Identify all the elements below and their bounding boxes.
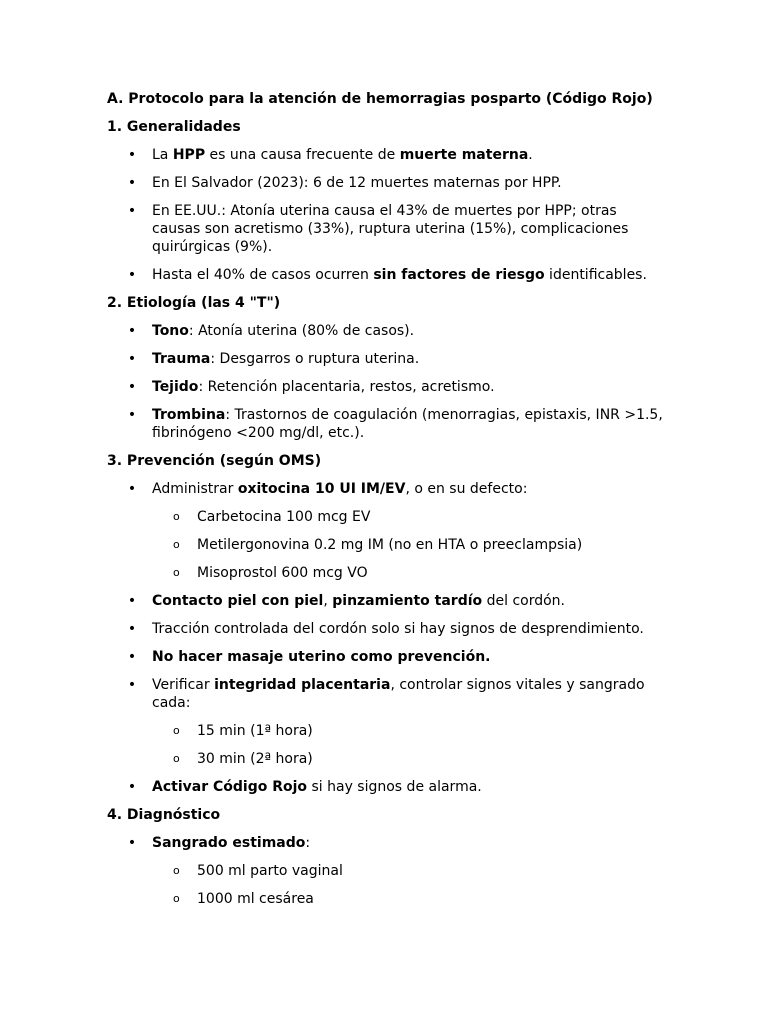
bold-text: Tejido <box>152 379 199 395</box>
circle-bullet-icon: o <box>173 510 180 523</box>
text-run: : Retención placentaria, restos, acretismo. <box>198 379 495 395</box>
circle-bullet-icon: o <box>173 752 180 765</box>
bold-text: Sangrado estimado <box>152 835 306 851</box>
text-run: En EE.UU.: Atonía uterina causa el 43% de muertes por HPP; otras causas son acretismo (33%), ruptura uterina (15%), complicaciones quirúrgicas (9%). <box>152 203 629 255</box>
sub-list-item-text: Misoprostol 600 mcg VO <box>197 565 368 581</box>
list-item <box>107 834 667 908</box>
bullet-icon: • <box>127 621 137 637</box>
text-run: , <box>323 593 333 609</box>
bold-text: HPP <box>172 147 206 163</box>
list-item-text <box>152 351 419 367</box>
circle-bullet-icon: o <box>173 892 180 905</box>
text-run: identificables. <box>544 267 647 283</box>
bold-text: Trombina <box>152 407 226 423</box>
list-item-text <box>152 835 310 851</box>
bullet-icon: • <box>127 677 137 693</box>
list-item <box>107 322 667 340</box>
bullet-icon: • <box>127 649 137 665</box>
bold-text: pinzamiento tardío <box>332 593 483 609</box>
section-heading: 2. Etiología (las 4 "T") <box>107 295 281 311</box>
list-item-text <box>152 147 533 163</box>
text-run: Administrar <box>152 481 238 497</box>
bullet-icon: • <box>127 379 137 395</box>
sub-list-item-text: Metilergonovina 0.2 mg IM (no en HTA o preeclampsia) <box>197 537 583 553</box>
circle-bullet-icon: o <box>173 724 180 737</box>
text-run: del cordón. <box>482 593 565 609</box>
bullet-icon: • <box>127 351 137 367</box>
bullet-icon: • <box>127 779 137 795</box>
list-item-text <box>152 379 495 395</box>
sub-list-item-text: Carbetocina 100 mcg EV <box>197 509 371 525</box>
circle-bullet-icon: o <box>173 864 180 877</box>
sub-list-item-text: 30 min (2ª hora) <box>197 751 313 767</box>
text-run: si hay signos de alarma. <box>307 779 482 795</box>
bold-text: Trauma <box>152 351 211 367</box>
text-run: La <box>152 147 173 163</box>
text-run: . <box>528 147 533 163</box>
sub-list-item <box>107 722 667 740</box>
bold-text: oxitocina 10 UI IM/EV <box>237 481 406 497</box>
bullet-list <box>107 322 667 442</box>
list-item-text <box>152 323 414 339</box>
sections-container <box>107 118 667 908</box>
document-page <box>107 90 667 908</box>
list-item <box>107 676 667 768</box>
bold-text: Activar Código Rojo <box>152 779 308 795</box>
sub-list-item <box>107 508 667 526</box>
text-run: : Desgarros o ruptura uterina. <box>210 351 420 367</box>
sub-bullet-list <box>107 508 667 582</box>
list-item-text <box>152 481 527 497</box>
list-item-text <box>152 267 647 283</box>
bold-text: No hacer masaje uterino como prevención. <box>152 649 491 665</box>
list-item <box>107 146 667 164</box>
list-item-text <box>152 175 562 191</box>
sub-list-item-text: 1000 ml cesárea <box>197 891 314 907</box>
list-item <box>107 174 667 192</box>
bullet-icon: • <box>127 147 137 163</box>
sub-list-item-text: 15 min (1ª hora) <box>197 723 313 739</box>
bullet-icon: • <box>127 323 137 339</box>
text-run: : Atonía uterina (80% de casos). <box>188 323 415 339</box>
section-heading: 3. Prevención (según OMS) <box>107 453 322 469</box>
list-item-text <box>152 203 628 255</box>
text-run: Hasta el 40% de casos ocurren <box>152 267 374 283</box>
bullet-icon: • <box>127 593 137 609</box>
list-item-text <box>152 649 491 665</box>
text-run: Verificar <box>152 677 215 693</box>
list-item <box>107 266 667 284</box>
list-item <box>107 480 667 582</box>
text-run: : <box>305 835 311 851</box>
list-item-text <box>152 621 644 637</box>
list-item-text <box>152 593 565 609</box>
bold-text: sin factores de riesgo <box>373 267 545 283</box>
list-item <box>107 648 667 666</box>
bold-text: Tono <box>152 323 189 339</box>
list-item <box>107 378 667 396</box>
sub-list-item <box>107 890 667 908</box>
bullet-list <box>107 834 667 908</box>
bold-text: Contacto piel con piel <box>152 593 324 609</box>
sub-list-item-text: 500 ml parto vaginal <box>197 863 343 879</box>
bullet-icon: • <box>127 175 137 191</box>
list-item-text <box>152 677 645 711</box>
circle-bullet-icon: o <box>173 566 180 579</box>
sub-list-item <box>107 564 667 582</box>
section-heading: 4. Diagnóstico <box>107 807 221 823</box>
circle-bullet-icon: o <box>173 538 180 551</box>
list-item <box>107 350 667 368</box>
sub-bullet-list <box>107 862 667 908</box>
text-run: En El Salvador (2023): 6 de 12 muertes maternas por HPP. <box>152 175 562 191</box>
bullet-icon: • <box>127 203 137 219</box>
list-item <box>107 202 667 256</box>
list-item <box>107 620 667 638</box>
bullet-icon: • <box>127 481 137 497</box>
text-run: Tracción controlada del cordón solo si hay signos de desprendimiento. <box>152 621 644 637</box>
list-item <box>107 592 667 610</box>
list-item <box>107 778 667 796</box>
text-run: es una causa frecuente de <box>205 147 400 163</box>
bullet-icon: • <box>127 835 137 851</box>
text-run: : Trastornos de coagulación (menorragias, epistaxis, INR >1.5, fibrinógeno <200 mg/dl, etc.). <box>152 407 663 441</box>
list-item-text <box>152 407 663 441</box>
document-title: A. Protocolo para la atención de hemorragias posparto (Código Rojo) <box>107 91 653 107</box>
section-heading: 1. Generalidades <box>107 119 241 135</box>
bullet-icon: • <box>127 407 137 423</box>
sub-list-item <box>107 862 667 880</box>
sub-bullet-list <box>107 722 667 768</box>
bullet-icon: • <box>127 267 137 283</box>
bold-text: integridad placentaria <box>214 677 391 693</box>
list-item <box>107 406 667 442</box>
text-run: , o en su defecto: <box>405 481 528 497</box>
bold-text: muerte materna <box>399 147 529 163</box>
list-item-text <box>152 779 482 795</box>
bullet-list <box>107 146 667 284</box>
bullet-list <box>107 480 667 796</box>
sub-list-item <box>107 536 667 554</box>
text-run: , controlar signos vitales y sangrado cada: <box>152 677 645 711</box>
sub-list-item <box>107 750 667 768</box>
